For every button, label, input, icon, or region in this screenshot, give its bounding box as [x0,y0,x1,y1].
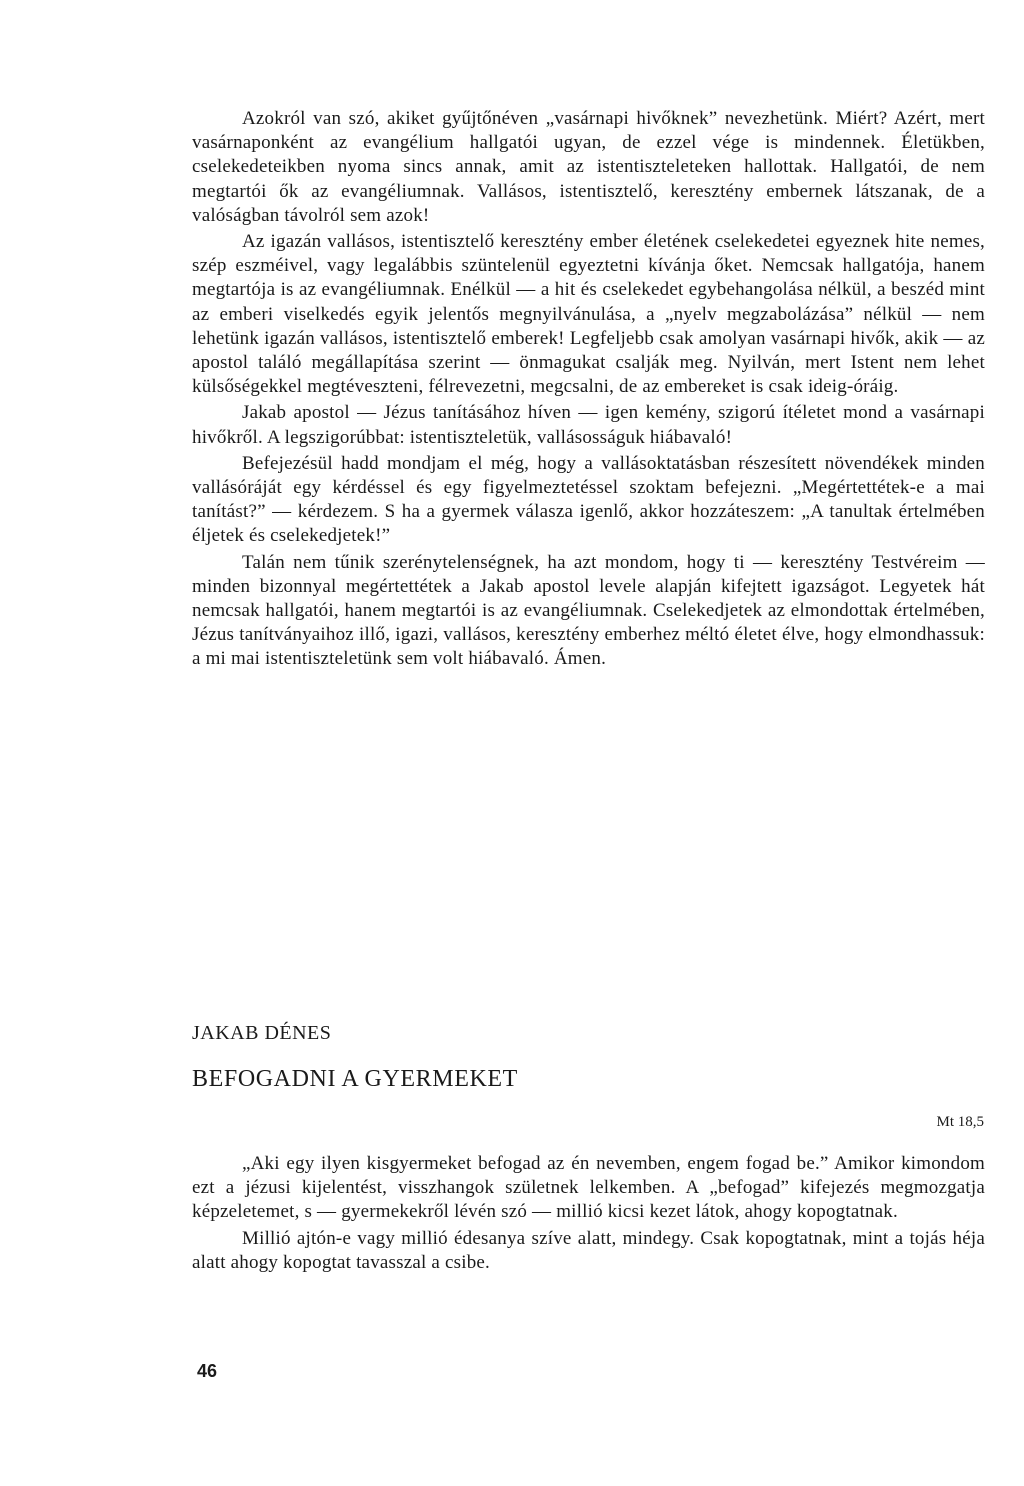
paragraph: Azokról van szó, akiket gyűjtőnéven „vasárnapi hivőknek” nevezhetünk. Miért? Azért, mert vasárnaponként az evangélium hallgatói ugyan, de ezzel vége is mindennek. Életükben, cselekedeteikben nyoma sincs annak, amit az istentiszteleteken hallottak. Hallgatói, de nem megtartói ők az evangéliumnak. Vallásos, istentisztelő, keresztény embernek látszanak, de a valóságban távolról sem azok! [192,108,985,226]
page-number: 46 [197,1361,218,1381]
sermon-body-start [192,1152,985,1275]
paragraph: Az igazán vallásos, istentisztelő keresztény ember életének cselekedetei egyeznek hite nemes, szép eszméivel, vagy legalábbis szüntelenül egyeztetni kívánja őket. Nemcsak hallgatója, hanem megtartója is az evangéliumnak. Enélkül — a hit és cselekedet egybehangolása nélkül, a beszéd mint az emberi viselkedés egyik jelentős megnyilvánulása, a „nyelv megzabolázása” nélkül — nem lehetünk igazán vallásos, istentisztelő emberek! Legfeljebb csak amolyan vasárnapi hivők, akik — az apostol találó megállapítása szerint — önmagukat csalják meg. Nyilván, mert Istent nem lehet külsőségekkel megtéveszteni, félrevezetni, megcsalni, de az embereket is csak ideig-óráig. [192,231,985,398]
paragraph: Jakab apostol — Jézus tanításához híven — igen kemény, szigorú ítéletet mond a vasárnapi hivőkről. A legszigorúbbat: istentiszteletük, vallásosságuk hiábavaló! [192,402,985,448]
paragraph: „Aki egy ilyen kisgyermeket befogad az én nevemben, engem fogad be.” Amikor kimondom ezt a jézusi kijelentést, visszhangok születnek lelkemben. A „befogad” kifejezés megmozgatja képzeletemet, s — gyermekekről lévén szó — millió kicsi kezet látok, ahogy kopogtatnak. [192,1153,985,1223]
author-name: JAKAB DÉNES [192,1022,332,1044]
scripture-reference: Mt 18,5 [936,1114,984,1130]
sermon-body-continued [192,107,985,672]
sermon-title: BEFOGADNI A GYERMEKET [192,1066,518,1092]
paragraph: Talán nem tűnik szerénytelenségnek, ha azt mondom, hogy ti — keresztény Testvéreim — minden bizonnyal megértettétek a Jakab apostol levele alapján kifejtett igazságot. Legyetek hát nemcsak hallgatói, hanem megtartói is az evangéliumnak. Cselekedjetek az elmondottak értelmében, Jézus tanítványaihoz illő, igazi, vallásos, keresztény emberhez méltó életet élve, hogy elmondhassuk: a mi mai istentiszteletünk sem volt hiábavaló. Ámen. [192,551,985,670]
paragraph: Millió ajtón-e vagy millió édesanya szíve alatt, mindegy. Csak kopogtatnak, mint a tojás héja alatt ahogy kopogtat tavasszal a csibe. [192,1227,985,1273]
paragraph: Befejezésül hadd mondjam el még, hogy a vallásoktatásban részesített növendékek minden vallásóráját egy kérdéssel és egy figyelmeztetéssel szoktam befejezni. „Megértettétek-e a mai tanítást?” — kérdezem. S ha a gyermek válasza igenlő, akkor hozzáteszem: „A tanultak értelmében éljetek és cselekedjetek!” [192,452,985,547]
